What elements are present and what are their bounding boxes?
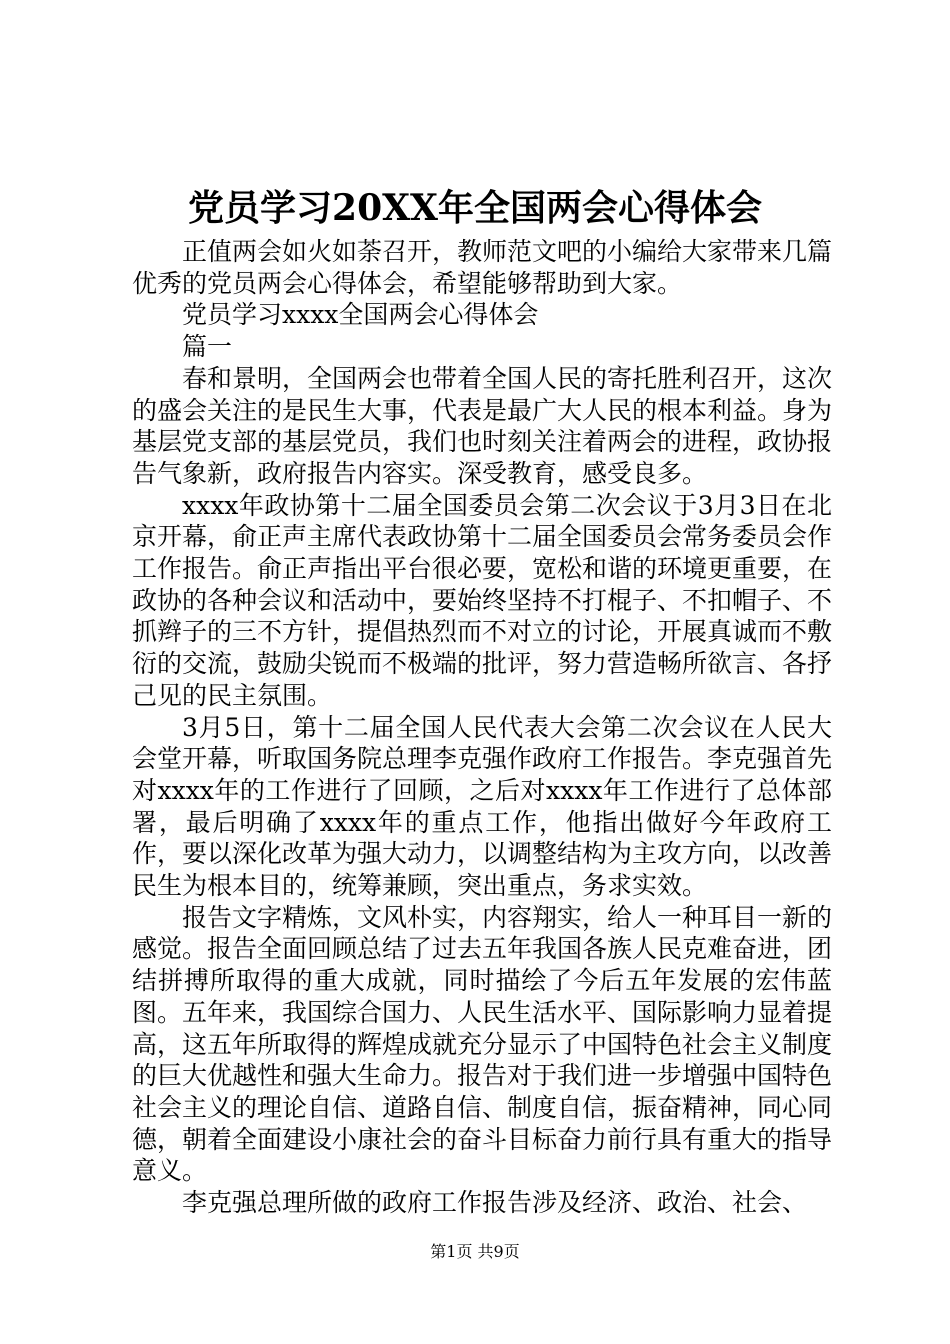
paragraph: 春和景明，全国两会也带着全国人民的寄托胜利召开，这次的盛会关注的是民生大事，代表是最广大人民的根本利益。身为基层党支部的基层党员，我们也时刻关注着两会的进程，政协报告气象新，政府报告内容实。深受教育，感受良多。: [132, 363, 833, 488]
paragraph: 报告文字精炼，文风朴实，内容翔实，给人一种耳目一新的感觉。报告全面回顾总结了过去五年我国各族人民克难奋进，团结拼搏所取得的重大成就，同时描绘了今后五年发展的宏伟蓝图。五年来，我国综合国力、人民生活水平、国际影响力显着提高，这五年所取得的辉煌成就充分显示了中国特色社会主义制度的巨大优越性和强大生命力。报告对于我们进一步增强中国特色社会主义的理论自信、道路自信、制度自信，振奋精神，同心同德，朝着全面建设小康社会的奋斗目标奋力前行具有重大的指导意义。: [132, 902, 833, 1186]
document-body: [132, 236, 832, 1219]
paragraph-intro: 正值两会如火如荼召开，教师范文吧的小编给大家带来几篇优秀的党员两会心得体会，希望能够帮助到大家。: [132, 237, 833, 298]
paragraph: 3月5日，第十二届全国人民代表大会第二次会议在人民大会堂开幕，听取国务院总理李克强作政府工作报告。李克强首先对xxxx年的工作进行了回顾，之后对xxxx年工作进行了总体部署，最后明确了xxxx年的重点工作，他指出做好今年政府工作，要以深化改革为强大动力，以调整结构为主攻方向，以改善民生为根本目的，统筹兼顾，突出重点，务求实效。: [132, 712, 833, 901]
document-title: 党员学习20XX年全国两会心得体会: [188, 187, 762, 229]
page-number-footer: 第1页 共9页: [430, 1242, 520, 1261]
section-heading: 党员学习xxxx全国两会心得体会: [182, 300, 539, 330]
paragraph: 李克强总理所做的政府工作报告涉及经济、政治、社会、: [182, 1188, 808, 1218]
section-subheading: 篇一: [182, 332, 233, 362]
paragraph: xxxx年政协第十二届全国委员会第二次会议于3月3日在北京开幕，俞正声主席代表政协第十二届全国委员会常务委员会作工作报告。俞正声指出平台很必要，宽松和谐的环境更重要，在政协的各种会议和活动中，要始终坚持不打棍子、不扣帽子、不抓辫子的三不方针，提倡热烈而不对立的讨论，开展真诚而不敷衍的交流，鼓励尖锐而不极端的批评，努力营造畅所欲言、各抒己见的民主氛围。: [132, 490, 833, 710]
